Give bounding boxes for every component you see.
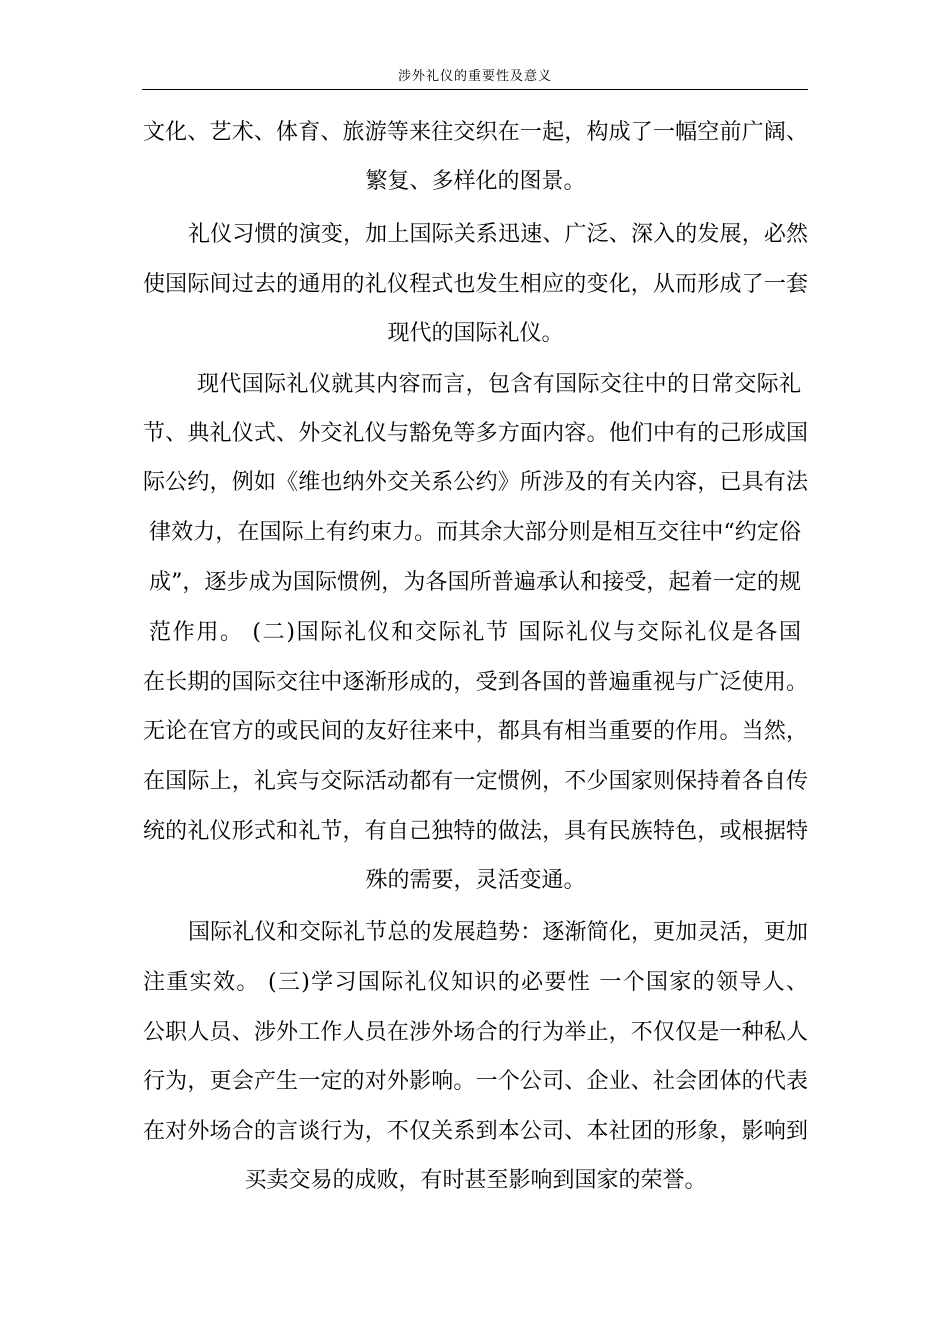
body-line-14: 在国际上，礼宾与交际活动都有一定惯例，不少国家则保持着各自传	[143, 769, 808, 794]
body-line-4: 使国际间过去的通用的礼仪程式也发生相应的变化，从而形成了一套	[143, 272, 808, 297]
running-header: 涉外礼仪的重要性及意义	[397, 69, 552, 84]
body-line-5: 现代的国际礼仪。	[387, 321, 564, 346]
body-line-1: 文化、艺术、体育、旅游等来往交织在一起，构成了一幅空前广阔、	[143, 120, 808, 145]
body-line-7: 节、典礼仪式、外交礼仪与豁免等多方面内容。他们中有的己形成国	[143, 421, 808, 446]
body-line-20: 行为，更会产生一定的对外影响。一个公司、企业、社会团体的代表	[143, 1069, 808, 1094]
header-divider	[142, 89, 808, 90]
body-line-12: 在长期的国际交往中逐渐形成的，受到各国的普遍重视与广泛使用。	[143, 670, 808, 695]
body-line-15: 统的礼仪形式和礼节，有自己独特的做法，具有民族特色，或根据特	[143, 819, 808, 844]
body-line-3: 礼仪习惯的演变，加上国际关系迅速、广泛、深入的发展，必然	[188, 222, 808, 247]
body-line-17: 国际礼仪和交际礼节总的发展趋势：逐渐简化，更加灵活，更加	[188, 920, 808, 945]
body-line-16: 殊的需要，灵活变通。	[365, 868, 586, 893]
body-line-6: 现代国际礼仪就其内容而言，包含有国际交往中的日常交际礼	[197, 372, 801, 397]
body-line-18: 注重实效。 (三)学习国际礼仪知识的必要性 一个国家的领导人、	[143, 970, 808, 995]
body-line-13: 无论在官方的或民间的友好往来中，都具有相当重要的作用。当然，	[143, 719, 808, 744]
body-line-9: 律效力，在国际上有约束力。而其余大部分则是相互交往中“约定俗	[149, 520, 801, 545]
body-line-10: 成”，逐步成为国际惯例，为各国所普遍承认和接受，起着一定的规	[149, 570, 801, 595]
body-line-21: 在对外场合的言谈行为，不仅关系到本公司、本社团的形象，影响到	[143, 1119, 808, 1144]
body-line-19: 公职人员、涉外工作人员在涉外场合的行为举止，不仅仅是一种私人	[143, 1020, 808, 1045]
body-line-2: 繁复、多样化的图景。	[365, 169, 586, 194]
body-line-11: 范作用。 (二)国际礼仪和交际礼节 国际礼仪与交际礼仪是各国	[149, 620, 801, 645]
body-line-22: 买卖交易的成败，有时甚至影响到国家的荣誉。	[244, 1168, 707, 1193]
body-line-8: 际公约，例如《维也纳外交关系公约》所涉及的有关内容，已具有法	[143, 470, 808, 495]
